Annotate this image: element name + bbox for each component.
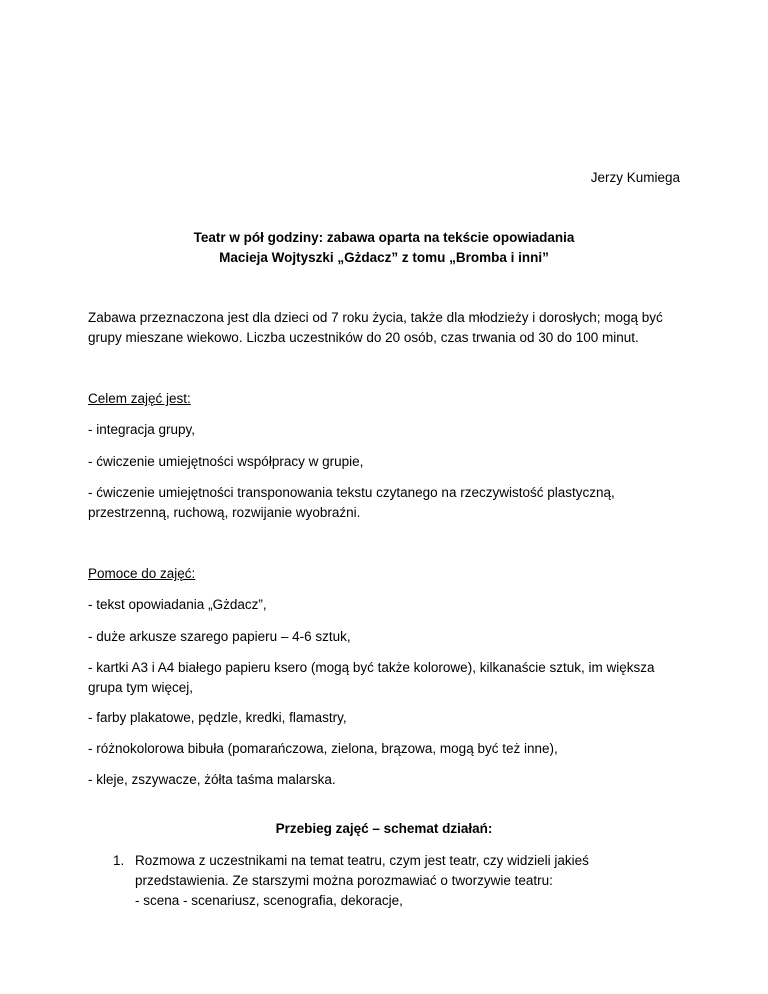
material-item-6: - kleje, zszywacze, żółta taśma malarska.	[88, 772, 336, 787]
document-title	[0, 228, 768, 268]
title-line-2: Macieja Wojtyszki „Gżdacz” z tomu „Bromba i inni”	[219, 250, 549, 265]
goal-item-2: - ćwiczenie umiejętności współpracy w grupie,	[88, 454, 364, 469]
step-text: Rozmowa z uczestnikami na temat teatru, czym jest teatr, czy widzieli jakieś przedstawienia. Ze starszymi można porozmawiać o tworzywie teatru:	[135, 853, 589, 888]
material-item-2: - duże arkusze szarego papieru – 4-6 sztuk,	[88, 629, 351, 644]
step-subline: - scena - scenariusz, scenografia, dekoracje,	[135, 893, 403, 908]
goals-heading: Celem zajęć jest:	[88, 391, 191, 406]
process-steps-list	[113, 851, 683, 911]
title-line-1: Teatr w pół godziny: zabawa oparta na tekście opowiadania	[193, 230, 575, 245]
material-item-1: - tekst opowiadania „Gżdacz”,	[88, 597, 267, 612]
author-name: Jerzy Kumiega	[590, 170, 680, 185]
material-item-3: - kartki A3 i A4 białego papieru ksero (mogą być także kolorowe), kilkanaście sztuk, im większa grupa tym więcej,	[88, 660, 655, 695]
materials-heading: Pomoce do zajęć:	[88, 566, 196, 581]
step-number: 1.	[113, 853, 125, 868]
process-heading: Przebieg zajęć – schemat działań:	[275, 821, 493, 836]
process-step-1	[113, 851, 683, 911]
material-item-5: - różnokolorowa bibuła (pomarańczowa, zielona, brązowa, mogą być też inne),	[88, 741, 558, 756]
goal-item-1: - integracja grupy,	[88, 422, 196, 437]
material-item-4: - farby plakatowe, pędzle, kredki, flamastry,	[88, 710, 347, 725]
intro-paragraph: Zabawa przeznaczona jest dla dzieci od 7 roku życia, także dla młodzieży i dorosłych; mogą być grupy mieszane wiekowo. Liczba uczestników do 20 osób, czas trwania od 30 do 100 minut.	[88, 310, 663, 345]
goal-item-3: - ćwiczenie umiejętności transponowania tekstu czytanego na rzeczywistość plastyczną, przestrzenną, ruchową, rozwijanie wyobraźni.	[88, 485, 615, 520]
